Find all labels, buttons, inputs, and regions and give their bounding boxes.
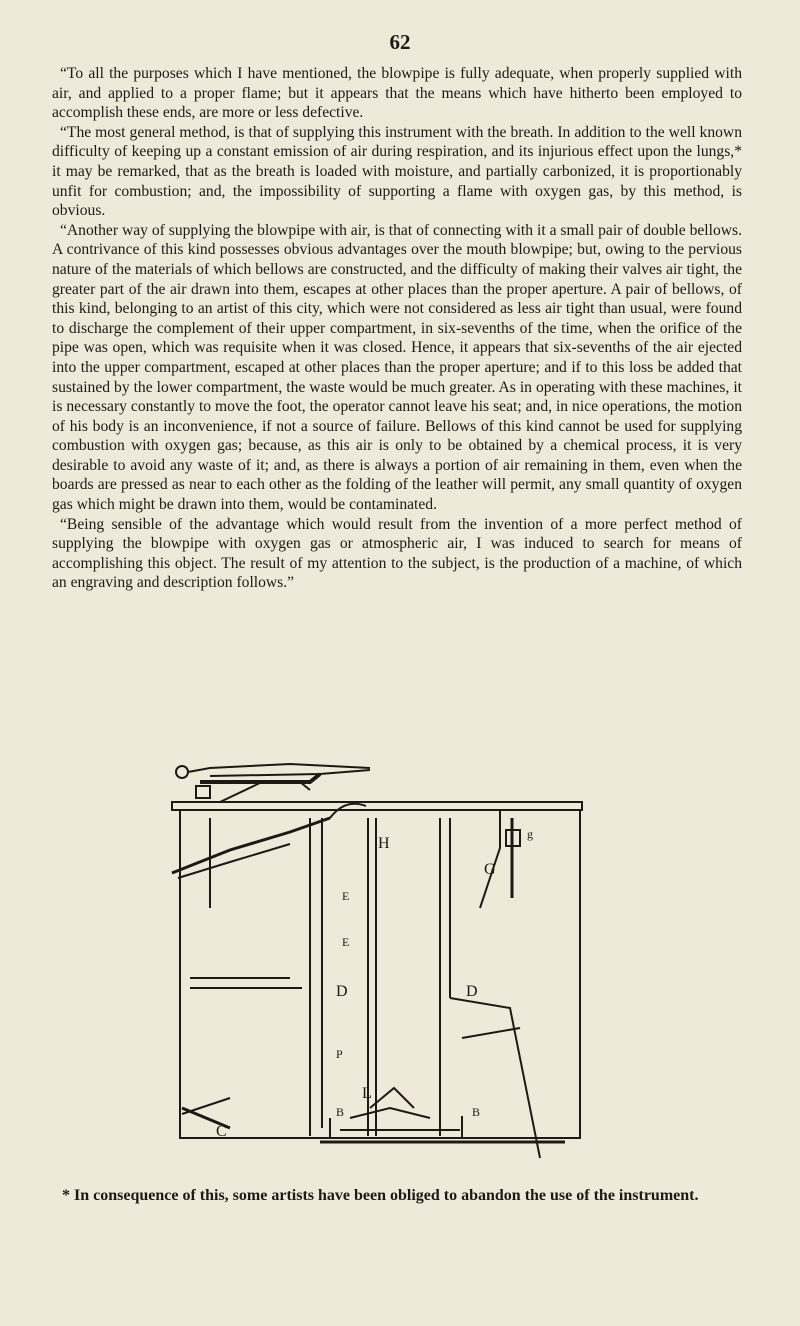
label-D2: D — [466, 983, 478, 1000]
label-C: C — [216, 1123, 227, 1140]
paragraph-2: “The most general method, is that of supplying this instrument with the breath. In addition to the well known difficulty of keeping up a constant emission of air during respiration, and its injurious effect upon the lungs,* it may be remarked, that as the breath is loaded with moisture, and partially carbonized, it is proportionably unfit for combustion; and, the impossibility of supporting a flame with oxygen gas, by this method, is obvious. — [52, 123, 742, 220]
label-g: g — [527, 827, 533, 841]
label-L: L — [362, 1085, 372, 1102]
blowpipe-apparatus-engraving — [170, 758, 620, 1160]
body-text — [52, 64, 742, 593]
top-board — [172, 802, 582, 810]
engraving-drawing — [170, 758, 620, 1160]
label-G: G — [484, 861, 496, 878]
valve-block — [196, 786, 210, 798]
paragraph-1: “To all the purposes which I have mentioned, the blowpipe is fully adequate, when properly supplied with air, and applied to a proper flame; but it appears that the means which have hitherto been employed to accomplish these ends, are more or less defective. — [52, 65, 742, 122]
label-E2: E — [342, 935, 350, 949]
label-B2: B — [472, 1105, 481, 1119]
label-H: H — [378, 835, 390, 852]
label-E1: E — [342, 889, 350, 903]
nozzle-ring — [176, 766, 188, 778]
paragraph-3: “Another way of supplying the blowpipe with air, is that of connecting with it a small pair of double bellows. A contrivance of this kind possesses obvious advantages over the mouth blowpipe; but, owing to the pervious nature of the materials of which bellows are constructed, and the difficulty of making their valves air tight, the greater part of the air drawn into them, escapes at other places than the proper aperture. A pair of bellows, of this kind, belonging to an artist of this city, which were not considered as less air tight than usual, were found to discharge the complement of their upper compartment, in six-sevenths of the time, when the orifice of the pipe was open, which was requisite when it was closed. Hence, it appears that six-sevenths of the air ejected into the upper compartment, escaped at other places than the proper aperture; and if to this loss be added that sustained by the lower compartment, the waste would be much greater. As in operating with these machines, it is necessary constantly to move the foot, the operator cannot leave his seat; and, in nice operations, the motion of his body is an inconvenience, if not a source of failure. Bellows of this kind cannot be used for supplying combustion with oxygen gas; because, as this air is only to be obtained by a chemical process, it is very desirable to avoid any waste of it; and, as there is always a portion of air remaining in them, even when the boards are pressed as near to each other as the folding of the leather will permit, any small quantity of oxygen gas which might be drawn into them, would be contaminated. — [52, 221, 742, 514]
paragraph-4: “Being sensible of the advantage which would result from the invention of a more perfect method of supplying the blowpipe with oxygen gas or atmospheric air, I was induced to search for means of accomplishing this object. The result of my attention to the subject, is the production of a machine, of which an engraving and description follows.” — [52, 515, 742, 592]
right-cone — [450, 998, 540, 1158]
upper-blowpipe — [188, 764, 370, 772]
label-P: P — [336, 1047, 343, 1061]
left-arm-pipe — [172, 818, 330, 873]
page-number: 62 — [389, 30, 411, 54]
footnote — [52, 1186, 752, 1206]
label-D1: D — [336, 983, 348, 1000]
label-B1: B — [336, 1105, 345, 1119]
footnote-text: * In consequence of this, some artists have been obliged to abandon the use of the instrument. — [62, 1187, 699, 1204]
